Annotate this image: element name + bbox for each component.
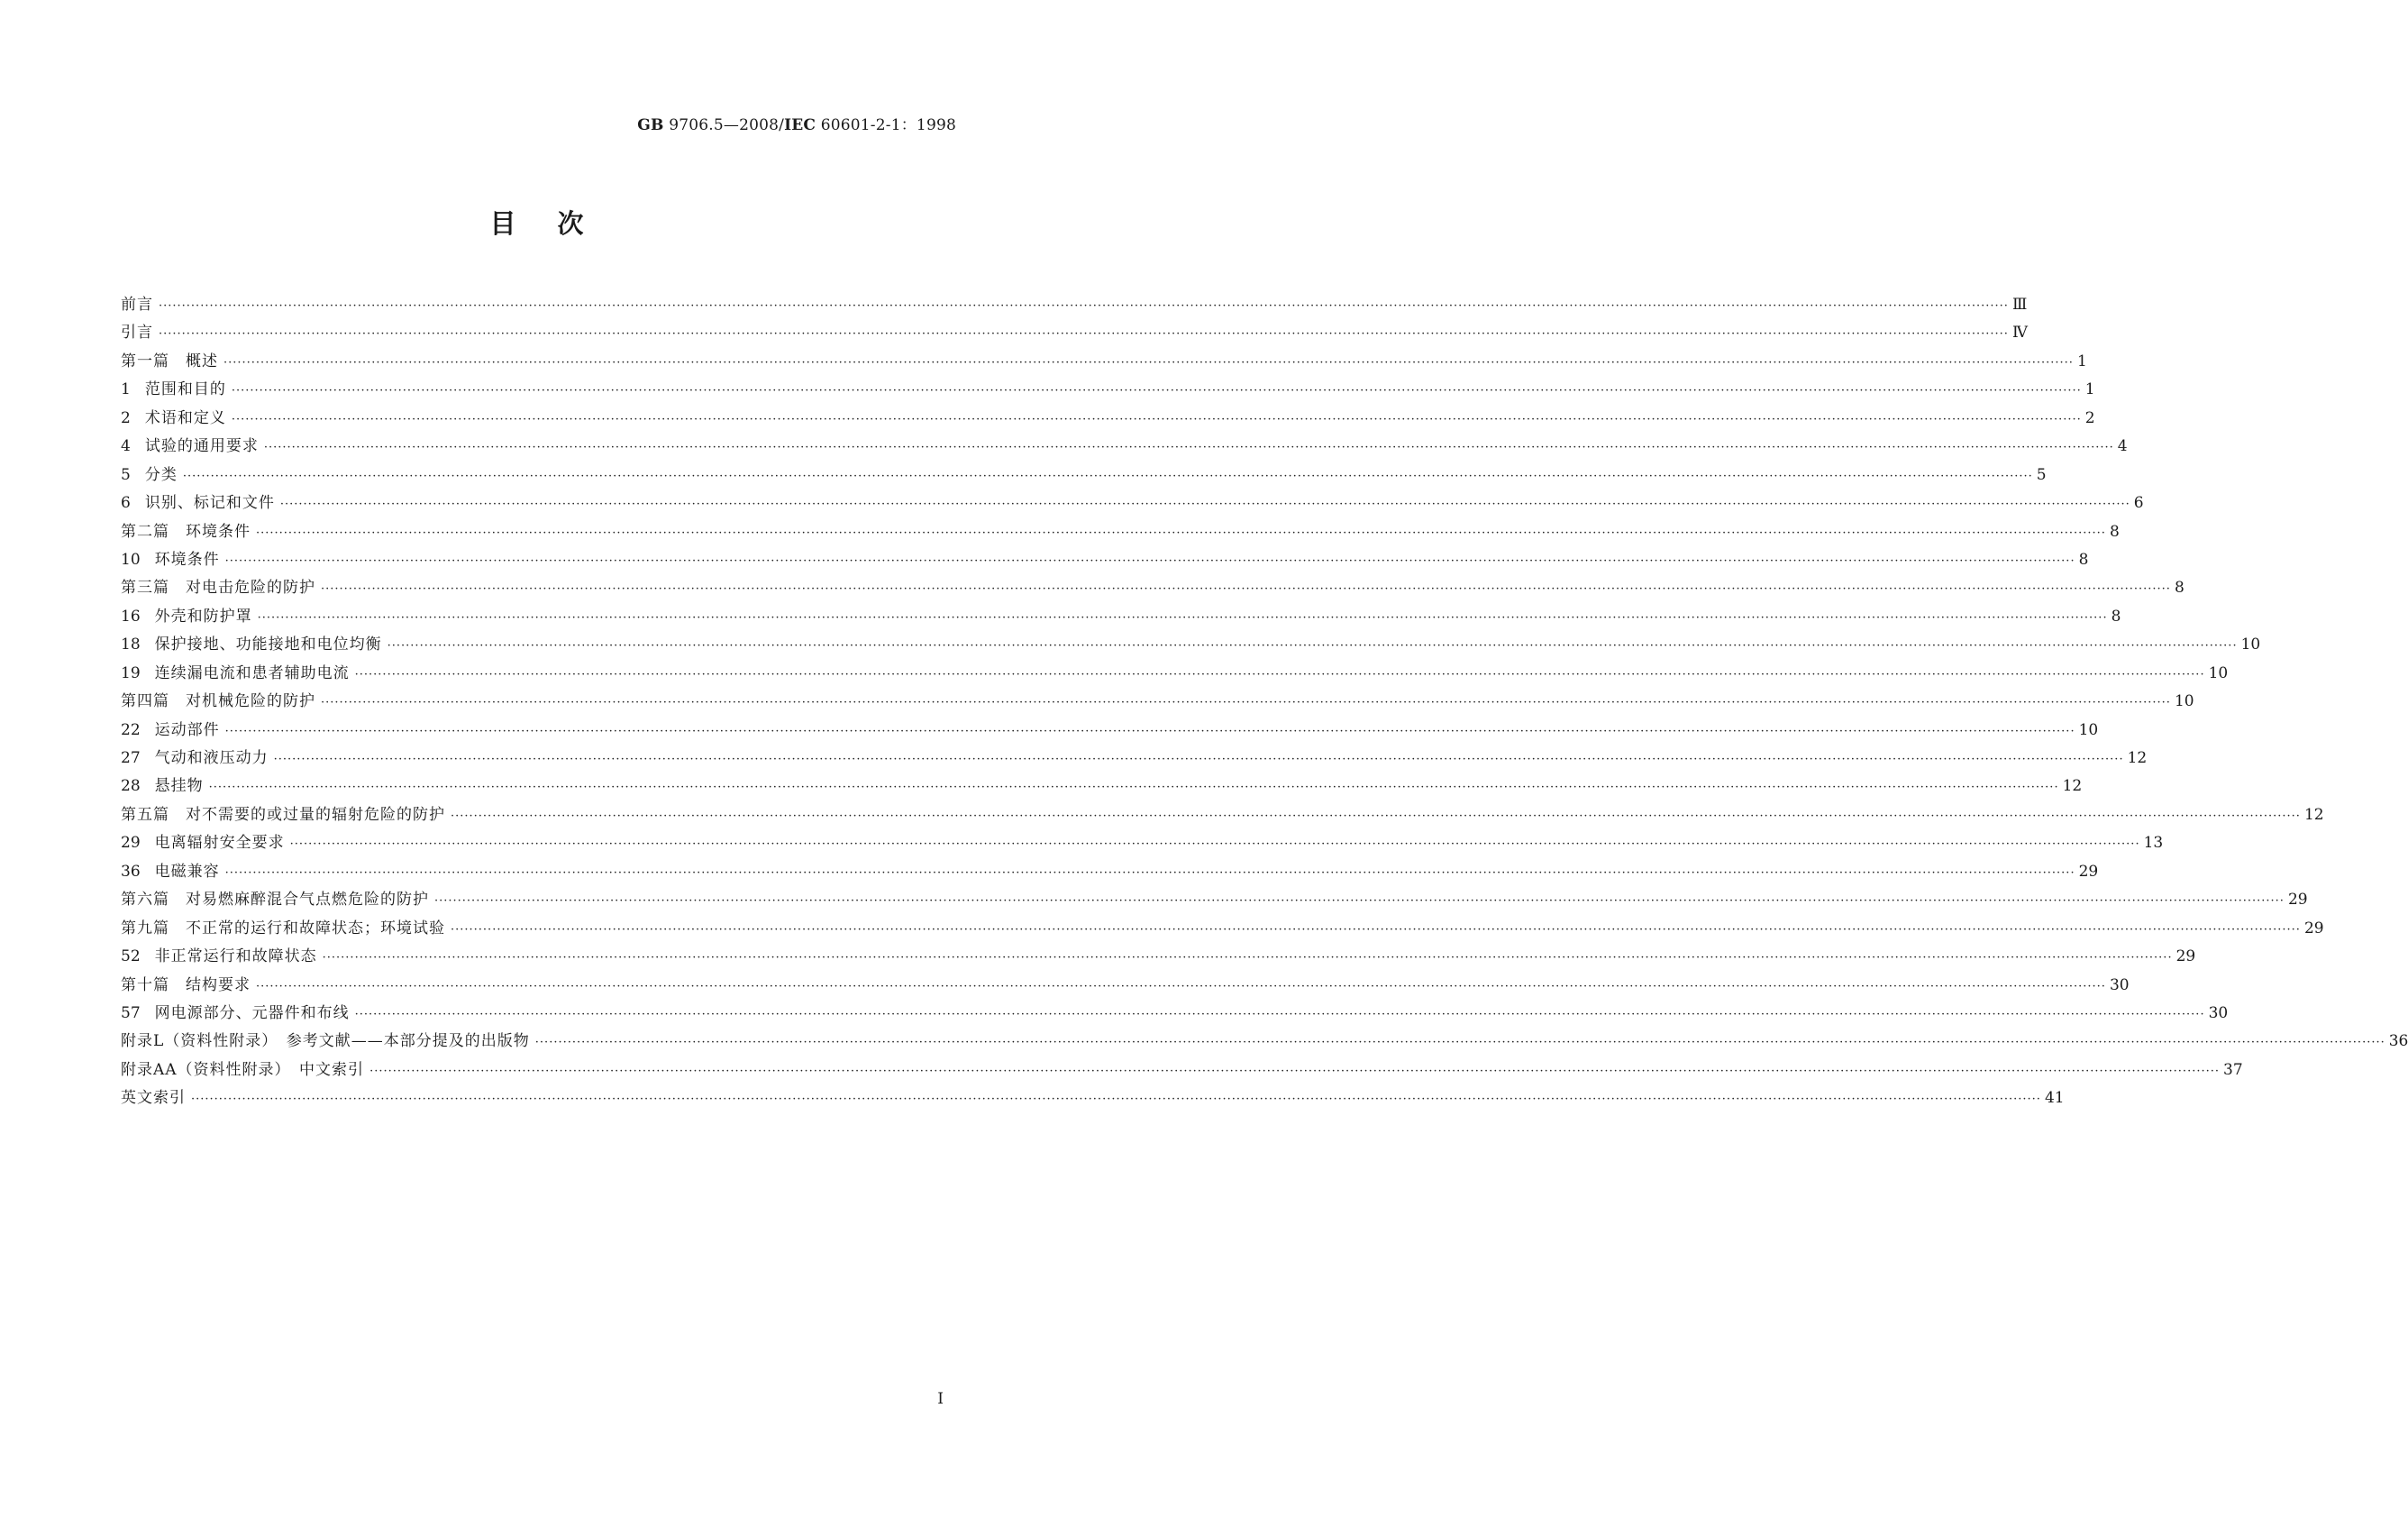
toc-entry-label: 运动部件 — [154, 720, 220, 739]
toc-entry[interactable] — [121, 324, 2028, 352]
toc-leader-dots: ················································································································································································································································································································································································································ — [321, 582, 2171, 597]
toc-entry[interactable] — [121, 607, 2121, 636]
toc-entry-page: 5 — [2036, 465, 2047, 484]
toc-entry[interactable] — [121, 437, 2128, 465]
toc-entry[interactable] — [121, 1032, 2408, 1060]
toc-entry-label: 悬挂物 — [154, 777, 204, 796]
toc-leader-dots: ················································································································································································································································································································································································································ — [263, 441, 2114, 455]
toc-entry-page: 10 — [2240, 636, 2261, 654]
toc-entry-page: 41 — [2044, 1089, 2065, 1108]
toc-leader-dots: ················································································································································································································································································································································································································ — [289, 837, 2140, 852]
toc-entry[interactable] — [121, 975, 2130, 1004]
toc-leader-dots: ················································································································································································································································································································································································································ — [279, 498, 2130, 512]
toc-entry-number: 29 — [121, 834, 141, 853]
toc-entry-label: 分类 — [144, 465, 178, 484]
toc-entry[interactable] — [121, 636, 2261, 663]
toc-entry-page: 30 — [2208, 1003, 2229, 1022]
toc-entry-page: 29 — [2175, 947, 2196, 966]
toc-entry-page: 2 — [2084, 408, 2095, 427]
toc-entry-page: 1 — [2076, 352, 2087, 370]
toc-entry-label: 外壳和防护罩 — [154, 607, 252, 626]
toc-entry-page: 13 — [2143, 834, 2164, 853]
toc-leader-dots: ················································································································································································································································································································································································································ — [159, 327, 2009, 342]
toc-entry-page: 30 — [2109, 975, 2130, 994]
toc-leader-dots: ················································································································································································································································································································································································································ — [159, 299, 2009, 313]
toc-entry-page: 10 — [2174, 692, 2194, 711]
toc-leader-dots: ················································································································································································································································································································································································································ — [451, 809, 2301, 823]
toc-leader-dots: ················································································································································································································································································································································································································ — [224, 865, 2075, 880]
toc-entry-label: 第六篇 对易燃麻醉混合气点燃危险的防护 — [121, 891, 429, 910]
toc-entry-page: 6 — [2133, 494, 2144, 513]
toc-entry-page: Ⅳ — [2011, 324, 2028, 343]
toc-leader-dots: ················································································································································································································································································································································································································ — [191, 1093, 2041, 1107]
toc-leader-dots: ················································································································································································································································································································································································································ — [182, 469, 2033, 483]
toc-entry-number: 1 — [121, 380, 131, 399]
toc-entry-label: 第二篇 环境条件 — [121, 522, 251, 541]
toc-entry-label: 环境条件 — [154, 550, 220, 569]
toc-entry-number: 18 — [121, 636, 141, 654]
toc-entry-label: 网电源部分、元器件和布线 — [154, 1003, 350, 1022]
toc-entry-label: 术语和定义 — [144, 408, 226, 427]
toc-entry[interactable] — [121, 663, 2229, 692]
toc-entry[interactable] — [121, 380, 2095, 408]
toc-entry-number: 10 — [121, 550, 141, 569]
table-of-contents — [121, 296, 2408, 1118]
toc-entry-label: 识别、标记和文件 — [144, 494, 275, 513]
toc-entry-page: 36 — [2388, 1032, 2408, 1051]
toc-entry-label: 电离辐射安全要求 — [154, 834, 285, 853]
toc-entry-label: 前言 — [121, 296, 153, 314]
toc-entry-page: 10 — [2208, 663, 2229, 682]
toc-entry-page: 12 — [2127, 749, 2148, 767]
toc-entry-label: 英文索引 — [121, 1089, 186, 1108]
toc-entry-label: 第十篇 结构要求 — [121, 975, 251, 994]
toc-entry[interactable] — [121, 805, 2324, 834]
toc-leader-dots: ················································································································································································································································································································································································································ — [321, 696, 2171, 710]
toc-entry[interactable] — [121, 891, 2308, 919]
toc-entry-number: 28 — [121, 777, 141, 796]
toc-entry-number: 57 — [121, 1003, 141, 1022]
toc-entry-page: 37 — [2223, 1060, 2243, 1079]
toc-leader-dots: ················································································································································································································································································································································································································ — [256, 979, 2106, 993]
toc-entry-number: 5 — [121, 465, 131, 484]
toc-entry-page: 29 — [2287, 891, 2308, 910]
toc-leader-dots: ················································································································································································································································································································································································································ — [387, 639, 2238, 654]
toc-entry[interactable] — [121, 720, 2099, 749]
toc-entry[interactable] — [121, 749, 2148, 777]
toc-entry-page: 29 — [2303, 919, 2324, 937]
toc-entry-page: 1 — [2084, 380, 2095, 399]
toc-entry-label: 第九篇 不正常的运行和故障状态；环境试验 — [121, 919, 445, 937]
toc-leader-dots: ················································································································································································································································································································································································································ — [224, 553, 2075, 568]
toc-leader-dots: ················································································································································································································································································································································································································ — [434, 894, 2285, 909]
toc-entry-page: 29 — [2078, 862, 2099, 881]
toc-entry[interactable] — [121, 494, 2144, 522]
toc-entry-label: 附录AA（资料性附录） 中文索引 — [121, 1060, 365, 1079]
toc-entry-page: 8 — [2078, 550, 2089, 569]
toc-entry-label: 保护接地、功能接地和电位均衡 — [154, 636, 382, 654]
toc-leader-dots: ················································································································································································································································································································································································································ — [451, 922, 2301, 937]
toc-entry-label: 第四篇 对机械危险的防护 — [121, 692, 315, 711]
toc-entry-number: 22 — [121, 720, 141, 739]
toc-entry-number: 6 — [121, 494, 131, 513]
toc-entry-number: 2 — [121, 408, 131, 427]
toc-entry-label: 气动和液压动力 — [154, 749, 269, 767]
toc-entry[interactable] — [121, 296, 2028, 324]
toc-leader-dots: ················································································································································································································································································································································································································ — [322, 951, 2173, 965]
toc-entry-number: 27 — [121, 749, 141, 767]
toc-entry-number: 16 — [121, 607, 141, 626]
toc-title: 目次 — [489, 208, 625, 239]
toc-entry-label: 试验的通用要求 — [144, 437, 259, 456]
standard-code-iec: IEC — [784, 116, 816, 134]
toc-entry[interactable] — [121, 1089, 2065, 1117]
toc-leader-dots: ················································································································································································································································································································································································································ — [223, 355, 2074, 370]
toc-entry[interactable] — [121, 862, 2099, 891]
toc-entry-page: 8 — [2174, 579, 2185, 598]
toc-entry[interactable] — [121, 1003, 2229, 1032]
toc-entry-page: 10 — [2078, 720, 2099, 739]
toc-entry-label: 引言 — [121, 324, 153, 343]
toc-leader-dots: ················································································································································································································································································································································································································ — [256, 526, 2106, 540]
toc-leader-dots: ················································································································································································································································································································································································································ — [257, 610, 2108, 625]
toc-entry-label: 电磁兼容 — [154, 862, 220, 881]
toc-leader-dots: ················································································································································································································································································································································································································ — [534, 1036, 2385, 1050]
toc-entry-number: 52 — [121, 947, 141, 966]
toc-leader-dots: ················································································································································································································································································································································································································ — [273, 753, 2124, 766]
toc-leader-dots: ················································································································································································································································································································································································································ — [354, 667, 2205, 681]
toc-entry-label: 范围和目的 — [144, 380, 226, 399]
toc-entry-number: 19 — [121, 663, 141, 682]
toc-entry-label: 第五篇 对不需要的或过量的辐射危险的防护 — [121, 805, 445, 824]
toc-entry[interactable] — [121, 352, 2087, 380]
toc-entry-page: 4 — [2117, 437, 2128, 456]
toc-entry[interactable] — [121, 1060, 2243, 1089]
toc-leader-dots: ················································································································································································································································································································································································································ — [369, 1064, 2220, 1078]
toc-entry-page: 12 — [2303, 805, 2324, 824]
toc-entry[interactable] — [121, 692, 2194, 720]
toc-entry[interactable] — [121, 465, 2047, 494]
toc-entry[interactable] — [121, 777, 2083, 805]
toc-leader-dots: ················································································································································································································································································································································································································ — [231, 384, 2082, 398]
standard-code-iec-number: 60601-2-1：1998 — [816, 116, 956, 134]
toc-leader-dots: ················································································································································································································································································································································································································ — [208, 781, 2059, 795]
standard-code — [637, 112, 956, 134]
toc-entry-page: 12 — [2062, 777, 2083, 796]
toc-leader-dots: ················································································································································································································································································································································································································ — [231, 412, 2082, 426]
standard-code-gb: GB — [637, 116, 664, 134]
toc-leader-dots: ················································································································································································································································································································································································································ — [354, 1007, 2205, 1021]
toc-entry[interactable] — [121, 947, 2196, 975]
toc-entry-page: Ⅲ — [2011, 296, 2028, 314]
standard-code-number: 9706.5—2008/ — [663, 116, 785, 134]
toc-entry-label: 第三篇 对电击危险的防护 — [121, 579, 315, 598]
toc-entry[interactable] — [121, 550, 2089, 579]
toc-entry[interactable] — [121, 522, 2120, 551]
toc-entry-page: 8 — [2111, 607, 2121, 626]
page-number: I — [937, 1390, 944, 1408]
toc-entry-number: 4 — [121, 437, 131, 456]
toc-entry[interactable] — [121, 919, 2324, 947]
toc-leader-dots: ················································································································································································································································································································································································································ — [224, 724, 2075, 738]
toc-entry-page: 8 — [2109, 522, 2120, 541]
toc-entry-label: 连续漏电流和患者辅助电流 — [154, 663, 350, 682]
toc-entry-label: 附录L（资料性附录） 参考文献——本部分提及的出版物 — [121, 1032, 530, 1051]
toc-entry[interactable] — [121, 408, 2095, 437]
toc-entry-number: 36 — [121, 862, 141, 881]
toc-entry-label: 非正常运行和故障状态 — [154, 947, 317, 966]
toc-entry[interactable] — [121, 579, 2185, 607]
toc-entry[interactable] — [121, 834, 2164, 862]
toc-entry-label: 第一篇 概述 — [121, 352, 218, 370]
